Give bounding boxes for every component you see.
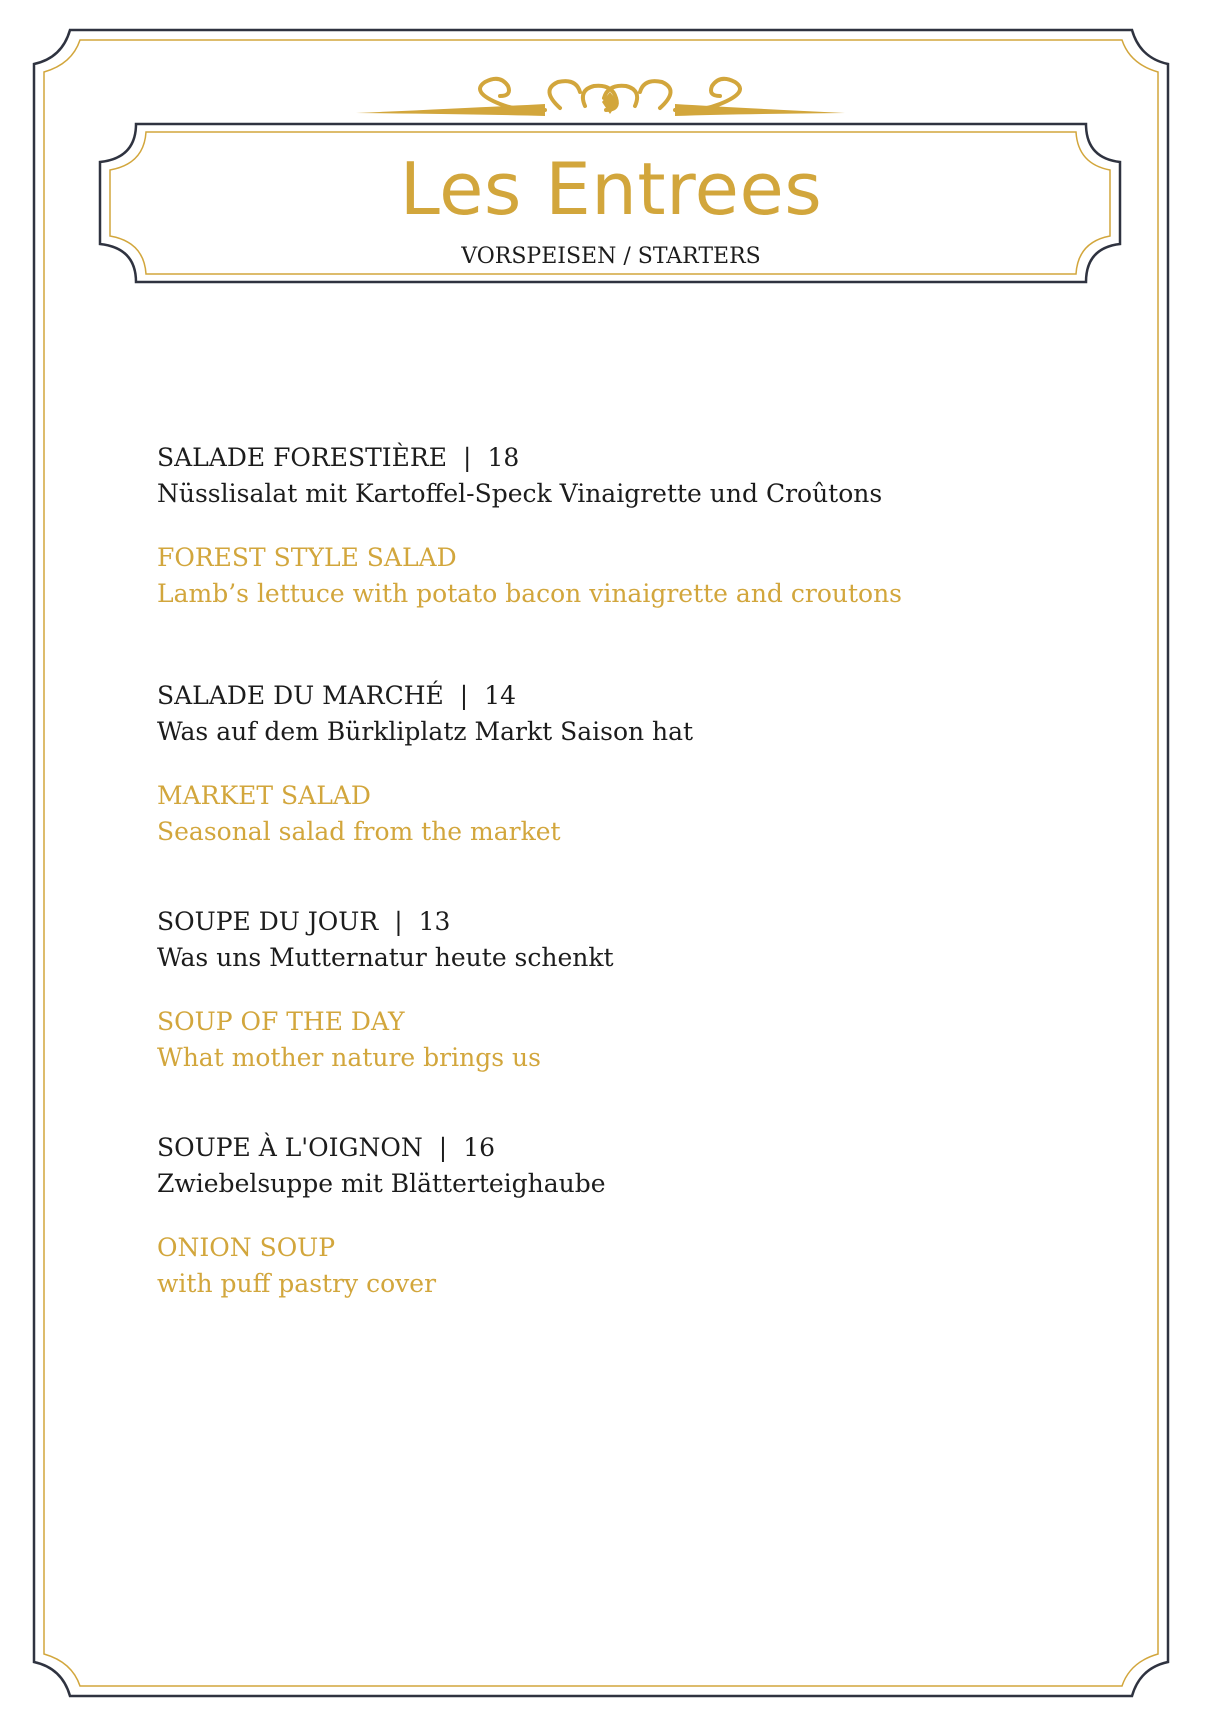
item-name: SOUPE À L'OIGNON (157, 1133, 423, 1162)
item-heading (157, 1130, 1157, 1166)
page-subtitle: VORSPEISEN / STARTERS (461, 244, 761, 269)
item-price: 13 (418, 907, 451, 936)
item-description-en: with puff pastry cover (157, 1269, 437, 1298)
item-price: 18 (487, 443, 520, 472)
item-description-de: Was auf dem Bürkliplatz Markt Saison hat (157, 717, 694, 746)
menu-item (157, 678, 1157, 850)
item-heading (157, 904, 1157, 940)
item-description-de: Nüsslisalat mit Kartoffel-Speck Vinaigrette und Croûtons (157, 479, 883, 508)
flourish-ornament-icon (356, 79, 845, 116)
item-description-en: Lamb’s lettuce with potato bacon vinaigrette and croutons (157, 579, 903, 608)
item-name: SALADE DU MARCHÉ (157, 681, 444, 710)
item-separator: | (438, 1133, 448, 1162)
item-description-de: Was uns Mutternatur heute schenkt (157, 943, 614, 972)
item-name: SALADE FORESTIÈRE (157, 443, 447, 472)
item-price: 16 (463, 1133, 496, 1162)
item-name-en: MARKET SALAD (157, 781, 371, 810)
inner-border (44, 40, 1158, 1686)
item-name-en: SOUP OF THE DAY (157, 1007, 405, 1036)
menu-item (157, 904, 1157, 1076)
item-name-en: ONION SOUP (157, 1233, 336, 1262)
item-name-en: FOREST STYLE SALAD (157, 543, 457, 572)
item-heading (157, 440, 1157, 476)
item-separator: | (459, 681, 469, 710)
menu-item (157, 440, 1157, 612)
item-separator: | (394, 907, 403, 936)
page-title: Les Entrees (399, 147, 823, 231)
item-description-de: Zwiebelsuppe mit Blätterteighaube (157, 1169, 606, 1198)
item-description-en: What mother nature brings us (157, 1043, 541, 1072)
outer-border (34, 30, 1168, 1696)
item-price: 14 (484, 681, 517, 710)
item-description-en: Seasonal salad from the market (157, 817, 561, 846)
item-heading (157, 678, 1157, 714)
item-name: SOUPE DU JOUR (157, 907, 379, 936)
item-separator: | (463, 443, 472, 472)
menu-item (157, 1130, 1157, 1302)
